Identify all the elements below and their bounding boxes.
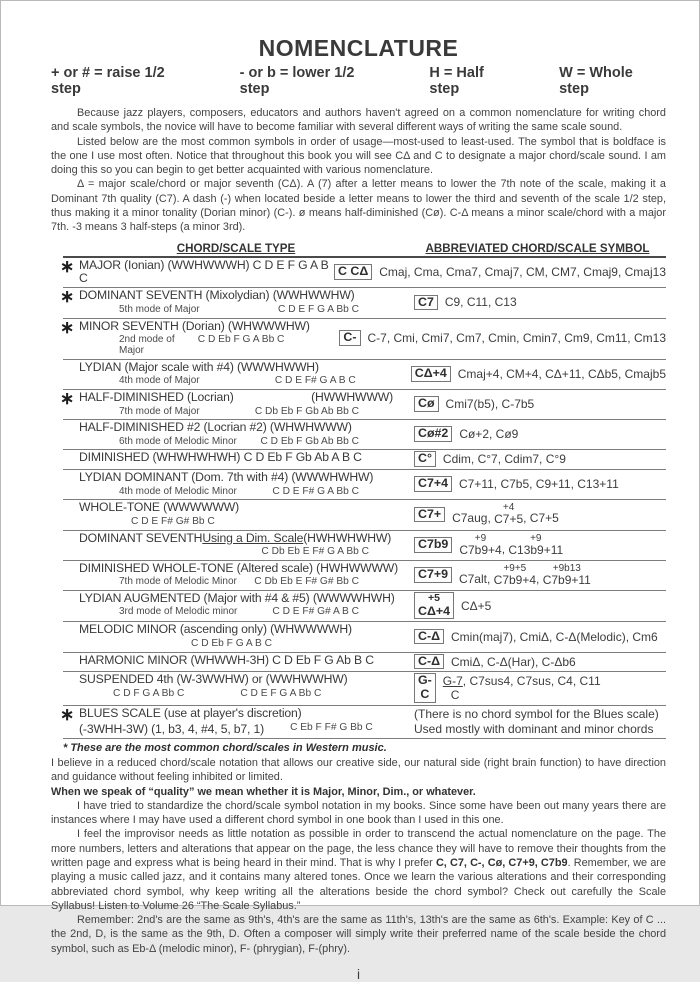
legend-half: H = Half step	[429, 65, 484, 97]
table-row	[63, 360, 666, 390]
chord-scale-table	[60, 241, 666, 740]
symbol-box: Cø	[414, 396, 439, 412]
row-name: WHOLE-TONE (WWWWWW)	[79, 500, 240, 515]
legend	[51, 65, 666, 97]
row-name: BLUES SCALE (use at player's discretion)	[79, 706, 302, 721]
row-mode: 4th mode of Major	[119, 375, 200, 387]
row-name: DOMINANT SEVENTH	[79, 530, 203, 545]
preferred-symbols: C, C7, C-, Cø, C7+9, C7b9	[435, 857, 568, 870]
row-notes: C D Eb F Gb Ab Bb C	[260, 435, 359, 447]
intro-paragraph-2: Listed below are the most common symbols in order of usage—most-used to least-used. The symbol that is boldface is the one I use most often. Notice that throughout this book you will see CΔ and C to designate a major chord/scale sound. I am doing this so you can begin to get better acquainted with various nomenclature.	[51, 135, 666, 177]
row-name-underlined: Using a Dim. Scale	[202, 530, 304, 545]
symbol-box: +5 CΔ+4	[414, 592, 454, 620]
row-name: LYDIAN AUGMENTED (Major with #4 & #5) (WWWWHWH)	[79, 590, 395, 605]
row-notes: C D E F# G A B C	[274, 375, 356, 387]
row-formula: (-3WHH-3W) (1, b3, 4, #4, 5, b7, 1)	[79, 721, 265, 736]
legend-whole: W = Whole step	[559, 65, 633, 97]
symbol-box: C7+4	[414, 476, 452, 492]
row-name: LYDIAN (Major scale with #4) (WWWHWWH)	[79, 359, 319, 374]
table-row	[63, 653, 666, 673]
table-row	[60, 256, 666, 289]
stacked-alteration: +9 C7b9+4	[459, 532, 502, 557]
row-notes: C Db Eb F Gb Ab Bb C	[254, 405, 359, 417]
row-mode: 7th mode of Melodic Minor	[119, 576, 237, 588]
row-name: MINOR SEVENTH (Dorian) (WHWWWHW)	[79, 318, 310, 333]
symbol-box: Cø#2	[414, 426, 452, 442]
table-row	[63, 561, 666, 591]
row-notes: C Db Eb E F# G# Bb C	[254, 576, 359, 588]
row-name: DOMINANT SEVENTH (Mixolydian) (WWHWWHW)	[79, 288, 355, 303]
table-row	[60, 705, 666, 739]
symbol-box: C-Δ	[414, 629, 444, 645]
table-row	[63, 470, 666, 500]
intro-paragraph-3: Δ = major scale/chord or major seventh (CΔ). A (7) after a letter means to lower the 7th note of the scale, making it a Dominant 7th quality (C7). A dash (-) when located beside a letter means to lower the third and seventh of the scale 1/2 step, thus making it a minor tonality (Dorian minor) (C-). ø means half-diminished (Cø). C-Δ means a minor scale/chord with a major 7th. -3 means 3 half-steps (a minor 3rd).	[51, 178, 666, 234]
row-notes: C Db Eb E F# G A Bb C	[261, 545, 369, 557]
stacked-alteration: +9b13 C7b9+11	[542, 562, 591, 587]
row-mode: 2nd mode of Major	[119, 333, 175, 357]
row-mode: 5th mode of Major	[119, 303, 200, 315]
common-star-icon: ∗	[60, 317, 75, 337]
symbol-box: C-	[339, 330, 360, 346]
outro-paragraph-1: I believe in a reduced chord/scale notation that allows our creative side, our natural side (right brain function) to have direction and guidance without feeling inhibited or limited.	[51, 757, 666, 784]
row-notes-alt: C D E F G A Bb C	[240, 687, 322, 699]
symbol-alternatives: C9, C11, C13	[444, 295, 517, 310]
page-number: i	[357, 966, 360, 982]
outro-paragraph-4: I feel the improvisor needs as little notation as possible in order to transcend the actual nomenclature on the page. The more numbers, letters and alterations that appear on the page, the less chance they will have to remove their thoughts from the written page and express what is being heard in their mind. That is why I prefer C, C7, C-, Cø, C7+9, C7b9. Remember, we are playing a music called jazz, and it contains many altered tones. Once we learn the various alterations and their corresponding abbreviated chord symbol, why keep writing all the alterations beside the chord symbol? Check out carefully the Scale Syllabus! Listen to Volume 26 “The Scale Syllabus.”	[51, 828, 666, 912]
symbol-box: C CΔ	[334, 264, 372, 280]
stacked-alteration: +9 C13b9+11	[508, 532, 564, 557]
symbol-alternatives: Cø+2, Cø9	[459, 427, 519, 442]
symbol-box: CΔ+4	[411, 366, 451, 382]
row-notes: C D E F# G A Bb C	[272, 485, 359, 497]
row-notes: C D Eb F G A B C	[191, 637, 272, 649]
row-formula: (HWWHWWW)	[311, 390, 393, 405]
symbol-alternatives: Cdim, C°7, Cdim7, C°9	[442, 452, 566, 467]
symbol-box: C7+9	[414, 567, 452, 583]
symbol-alternatives: CΔ+5	[460, 598, 492, 613]
row-mode: 4th mode of Melodic Minor	[119, 485, 237, 497]
symbol-alternatives: C7+11, C7b5, C9+11, C13+11	[458, 477, 619, 492]
table-row	[60, 287, 666, 318]
table-footnote: * These are the most common chord/scales in Western music.	[63, 742, 387, 755]
symbol-box: C°	[414, 451, 436, 467]
symbol-alternatives: G-7 , C7sus4, C7sus, C4, C11 C	[442, 673, 601, 703]
symbol-alternatives: C-7, Cmi, Cmi7, Cm7, Cmin, Cmin7, Cm9, Cm11, Cm13	[367, 331, 666, 346]
row-name: MELODIC MINOR (ascending only) (WHWWWWH)	[79, 622, 352, 637]
table-header-right: ABBREVIATED CHORD/SCALE SYMBOL	[425, 241, 650, 255]
symbol-box: C7	[414, 295, 438, 311]
intro-block	[51, 106, 666, 235]
row-name-after: (HWHWHWHW)	[303, 530, 392, 545]
table-row	[60, 389, 666, 420]
symbol-alternatives: C7alt, +9+5 C7b9+4 , +9b13 C7b9+11	[458, 562, 591, 587]
symbol-alternatives: +9 C7b9+4 , +9 C13b9+11	[459, 532, 564, 557]
common-star-icon: ∗	[60, 287, 75, 307]
row-name: HALF-DIMINISHED (Locrian)	[79, 390, 234, 405]
table-row	[63, 672, 666, 706]
row-name: SUSPENDED 4th (W-3WWHW) or (WWHWWHW)	[79, 672, 348, 687]
table-row	[63, 450, 666, 470]
row-name: DIMINISHED (WHWHWHWH) C D Eb F Gb Ab A B C	[79, 450, 362, 465]
table-row	[60, 317, 666, 360]
outro-block	[51, 756, 666, 956]
row-notes: C Eb F F# G Bb C	[290, 721, 373, 733]
row-name: HALF-DIMINISHED #2 (Locrian #2) (WHWHWWW)	[79, 420, 352, 435]
table-row	[63, 622, 666, 652]
symbol-alternatives: Cmin(maj7), CmiΔ, C-Δ(Melodic), Cm6	[450, 629, 658, 644]
outro-paragraph-2: When we speak of “quality” we mean whether it is Major, Minor, Dim., or whatever.	[51, 785, 476, 798]
table-row	[63, 500, 666, 530]
row-notes: C D F G A Bb C	[113, 687, 185, 699]
common-star-icon: ∗	[60, 705, 75, 725]
row-name: MAJOR (Ionian) (WWHWWWH) C D E F G A B C	[79, 257, 329, 285]
stacked-alteration: +9+5 C7b9+4	[493, 562, 537, 587]
row-name: LYDIAN DOMINANT (Dom. 7th with #4) (WWWHWHW)	[79, 470, 374, 485]
table-row	[63, 420, 666, 450]
intro-paragraph-1: Because jazz players, composers, educators and authors haven't agreed on a common nomenclature for writing chord and scale symbols, the novice will have to become familiar with several different ways of writing the same scale sound.	[51, 107, 666, 134]
symbol-alternatives: Cmaj, Cma, Cma7, Cmaj7, CM, CM7, Cmaj9, Cmaj13	[379, 264, 666, 279]
outro-paragraph-5: Remember: 2nd's are the same as 9th's, 4th's are the same as 11th's, 13th's are the same as 6th's. Example: Key of C ... the 2nd, D, is the same as the 9th, D. Often a composer will simply write their preferred name of the scale beside the chord symbol, such as Eb-Δ (melodic minor), F- (phrygian), F-(phry).	[51, 914, 666, 955]
symbol-alternatives: CmiΔ, C-Δ(Har), C-Δb6	[450, 654, 576, 669]
symbol-alternatives: Cmaj+4, CM+4, CΔ+11, CΔb5, Cmajb5	[457, 367, 666, 381]
common-star-icon: ∗	[60, 256, 75, 276]
stacked-alteration: +4 C7+5	[494, 502, 524, 527]
common-star-icon: ∗	[60, 389, 75, 409]
row-mode: 6th mode of Melodic Minor	[119, 435, 237, 447]
table-header	[63, 242, 666, 258]
symbol-alternatives: Cmi7(b5), C-7b5	[445, 397, 535, 412]
symbol-alternatives: (There is no chord symbol for the Blues scale) Used mostly with dominant and minor chords	[414, 707, 659, 736]
outro-paragraph-3: I have tried to standardize the chord/scale symbol notation in my books. Since some have been out many years there are instances where I may have used a different chord symbol in one book than I used in this one.	[51, 799, 666, 827]
symbol-box: C7b9	[414, 537, 452, 553]
symbol-alternatives: C7aug, +4 C7+5 , C7+5	[452, 502, 559, 527]
table-header-left: CHORD/SCALE TYPE	[176, 241, 296, 255]
table-row	[63, 531, 666, 561]
page-title: NOMENCLATURE	[258, 35, 459, 61]
symbol-box: G- C	[414, 673, 436, 703]
row-mode: 3rd mode of Melodic minor	[119, 606, 238, 618]
legend-lower: - or b = lower 1/2 step	[239, 65, 355, 97]
row-name: DIMINISHED WHOLE-TONE (Altered scale) (HWHWWWW)	[79, 560, 399, 575]
row-notes: C D E F# G# Bb C	[131, 515, 215, 527]
row-name: HARMONIC MINOR (WHWWH-3H) C D Eb F G Ab B C	[79, 652, 374, 667]
row-notes: C D Eb F G A Bb C	[197, 333, 285, 345]
symbol-box: C-Δ	[414, 654, 444, 670]
table-row	[63, 591, 666, 623]
row-mode: 7th mode of Major	[119, 405, 200, 417]
symbol-box: C7+	[414, 507, 445, 523]
legend-raise: + or # = raise 1/2 step	[51, 65, 165, 97]
row-notes: C D E F G A Bb C	[278, 303, 359, 315]
row-notes: C D E F# G# A B C	[272, 606, 359, 618]
